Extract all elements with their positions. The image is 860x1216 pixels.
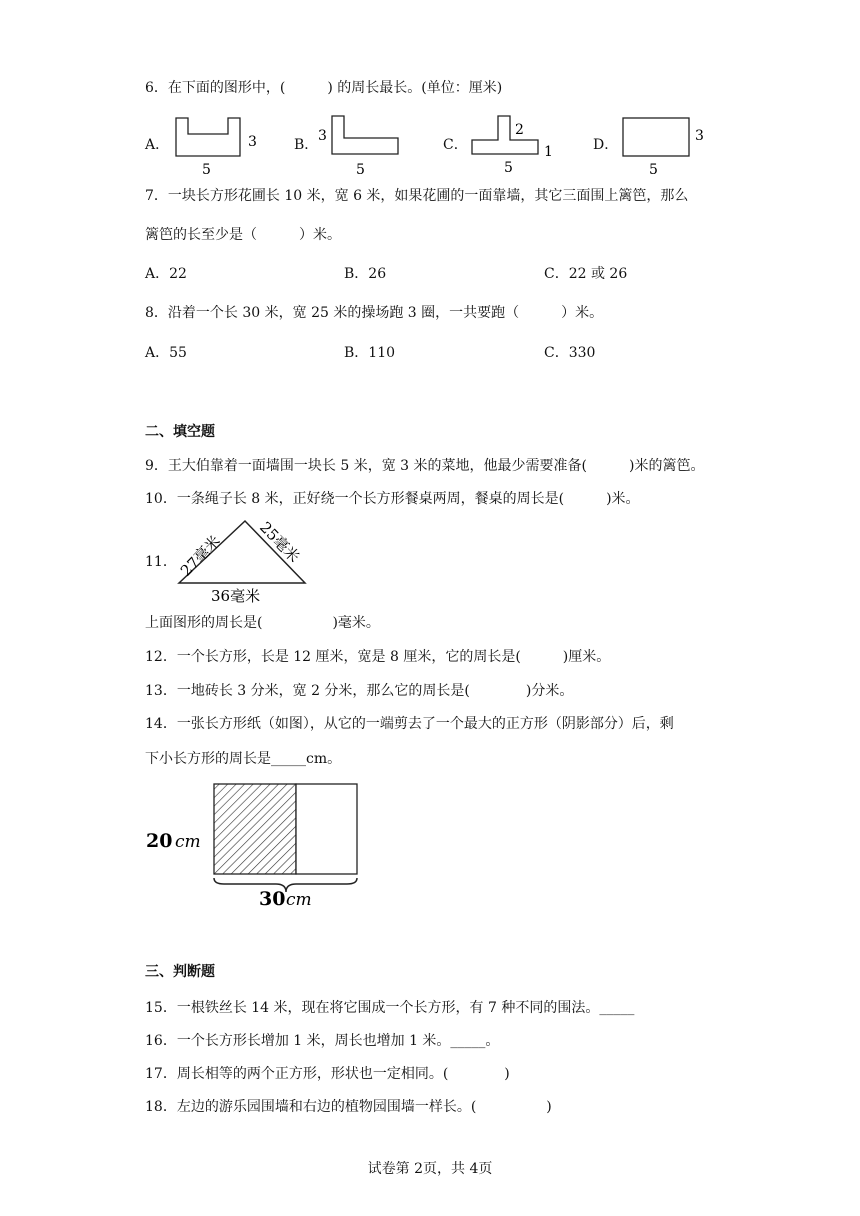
q6-option-b-letter[interactable]: B． [294, 137, 319, 153]
q7-option-c[interactable]: C．22 或 26 [544, 266, 628, 282]
q14-line-1: 14．一张长方形纸（如图），从它的一端剪去了一个最大的正方形（阴影部分）后，剩 [145, 716, 674, 732]
width-unit: cm [286, 890, 312, 910]
q15-text: 15．一根铁丝长 14 米，现在将它围成一个长方形，有 7 种不同的围法。_____ [145, 1000, 635, 1016]
q8-option-c[interactable]: C．330 [544, 345, 596, 361]
page-footer: 试卷第 2页，共 4页 [367, 1161, 493, 1177]
dim-c-top: 2 [515, 122, 524, 138]
dim-a-width: 5 [202, 162, 211, 178]
dim-b-height: 3 [318, 128, 327, 144]
q11-question: 上面图形的周长是( )毫米。 [145, 615, 380, 631]
rectangle-d [623, 118, 689, 156]
q7-option-a[interactable]: A．22 [145, 266, 187, 282]
dim-c-width: 5 [504, 160, 513, 176]
triangle-left-label: 27毫米 [176, 531, 224, 580]
q6-option-d-letter[interactable]: D． [593, 137, 619, 153]
q6-figure-b [314, 110, 406, 178]
l-shape-b [332, 116, 398, 154]
q7-line-2: 篱笆的长至少是（ ）米。 [145, 227, 341, 243]
q13-text: 13．一地砖长 3 分米，宽 2 分米，那么它的周长是( )分米。 [145, 683, 574, 699]
q14-line-2: 下小长方形的周长是_____cm。 [145, 751, 342, 767]
section-3-title: 三、判断题 [145, 964, 215, 980]
q11-triangle-figure [165, 517, 325, 609]
section-2-title: 二、填空题 [145, 424, 215, 440]
remaining-rectangle [296, 784, 357, 874]
dim-c-side: 1 [544, 144, 553, 160]
q11-number: 11． [145, 554, 177, 570]
q6-figure-d [615, 110, 715, 178]
shaded-square [214, 784, 296, 874]
q8-option-b[interactable]: B．110 [344, 345, 396, 361]
q6-option-a-letter[interactable]: A． [145, 137, 170, 153]
dim-d-height: 3 [695, 128, 704, 144]
q14-paper-figure [140, 778, 380, 914]
q17-text: 17．周长相等的两个正方形，形状也一定相同。( ) [145, 1066, 510, 1082]
q16-text: 16．一个长方形长增加 1 米，周长也增加 1 米。_____。 [145, 1033, 500, 1049]
q6-figure-c [466, 108, 566, 178]
q8-text: 8．沿着一个长 30 米，宽 25 米的操场跑 3 圈，一共要跑（ ）米。 [145, 305, 604, 321]
dim-a-height: 3 [248, 134, 257, 150]
dim-b-width: 5 [356, 162, 365, 178]
triangle-right-label: 25毫米 [256, 518, 304, 567]
dim-d-width: 5 [649, 162, 658, 178]
q8-option-a[interactable]: A．55 [145, 345, 187, 361]
t-shape-c [472, 116, 538, 154]
triangle-bottom-label: 36毫米 [211, 587, 261, 605]
height-number: 20 [146, 830, 173, 852]
q6-option-c-letter[interactable]: C． [443, 137, 468, 153]
notched-shape-a [176, 118, 240, 156]
q10-text: 10．一条绳子长 8 米，正好绕一个长方形餐桌两周，餐桌的周长是( )米。 [145, 491, 640, 507]
q18-text: 18．左边的游乐园围墙和右边的植物园围墙一样长。( ) [145, 1099, 552, 1115]
q9-text: 9．王大伯靠着一面墙围一块长 5 米，宽 3 米的菜地，他最少需要准备( )米的篱笆。 [145, 458, 705, 474]
q12-text: 12．一个长方形，长是 12 厘米，宽是 8 厘米，它的周长是( )厘米。 [145, 649, 611, 665]
width-number: 30 [259, 888, 286, 910]
q7-option-b[interactable]: B．26 [344, 266, 387, 282]
q7-line-1: 7．一块长方形花圃长 10 米，宽 6 米，如果花圃的一面靠墙，其它三面围上篱笆，那么 [145, 188, 689, 204]
height-unit: cm [175, 832, 201, 852]
q6-figure-a [170, 110, 260, 178]
q6-text: 6．在下面的图形中，( ) 的周长最长。(单位：厘米) [145, 80, 503, 96]
